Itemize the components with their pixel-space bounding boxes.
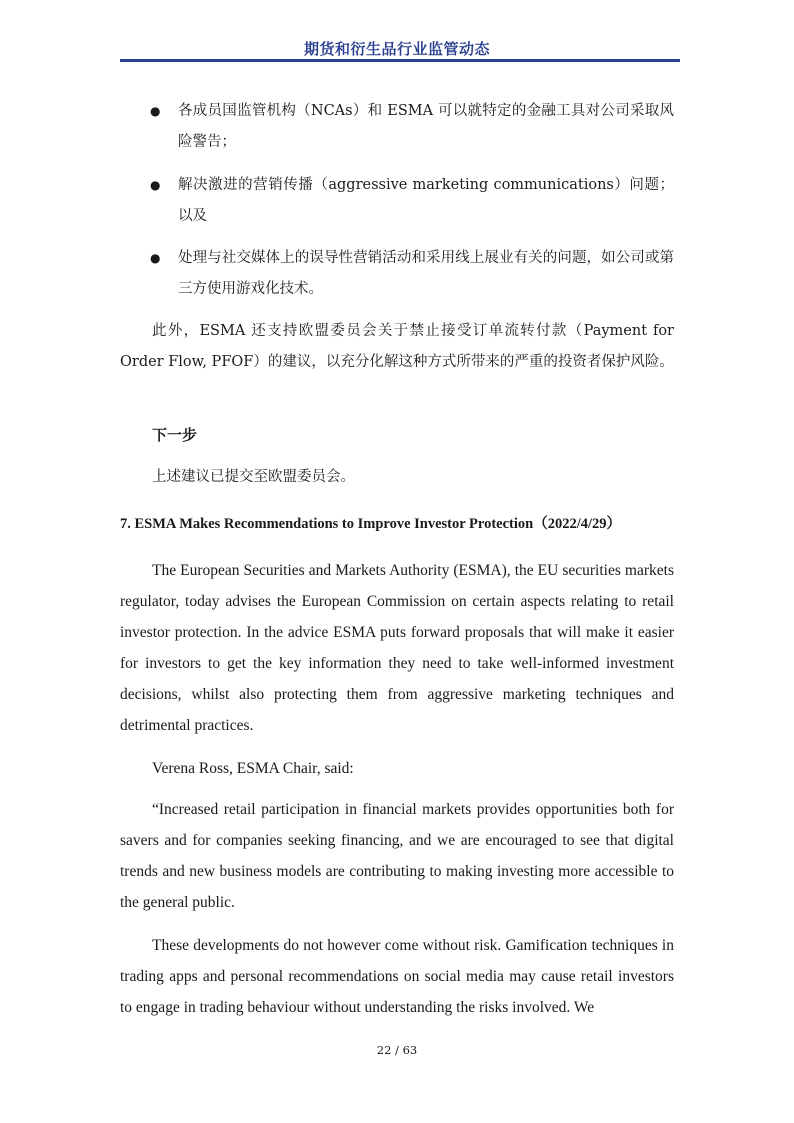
bullet-item [150, 243, 674, 305]
paragraph: The European Securities and Markets Authority (ESMA), the EU securities markets regulator, today advises the European Commission on certain aspects relating to retail investor protection. In the advice ESMA puts forward proposals that will make it easier for investors to get the key information they need to take well-informed investment decisions, whilst also protecting them from aggressive marketing techniques and detrimental practices. [120, 562, 674, 734]
next-step-text: 上述建议已提交至欧盟委员会。 [152, 469, 355, 485]
paragraph: “Increased retail participation in financial markets provides opportunities both for savers and for companies seeking financing, and we are encouraged to see that digital trends and new business models are contributing to making investing more accessible to the general public. [120, 801, 674, 911]
bullet-dot-icon: ● [150, 251, 161, 265]
bullet-item [150, 170, 674, 232]
bullet-text: 处理与社交媒体上的误导性营销活动和采用线上展业有关的问题，如公司或第三方使用游戏化技术。 [178, 250, 674, 297]
paragraph: Verena Ross, ESMA Chair, said: [152, 760, 354, 777]
page-header-title: 期货和衍生品行业监管动态 [303, 40, 490, 58]
bullet-dot-icon: ● [150, 178, 161, 192]
bullet-dot-icon: ● [150, 104, 161, 118]
section-title: 7. ESMA Makes Recommendations to Improve Investor Protection（2022/4/29） [120, 516, 622, 532]
page-number: 22 / 63 [376, 1043, 418, 1057]
paragraph: These developments do not however come without risk. Gamification techniques in trading apps and personal recommendations on social media may cause retail investors to engage in trading behaviour without understanding the risks involved. We [120, 937, 674, 1016]
header-rule [120, 59, 680, 62]
next-step-heading: 下一步 [152, 426, 198, 444]
paragraph-pfof: 此外，ESMA 还支持欧盟委员会关于禁止接受订单流转付款（Payment for Order Flow, PFOF）的建议，以充分化解这种方式所带来的严重的投资者保护风险。 [120, 323, 674, 370]
bullet-item [150, 96, 674, 158]
bullet-text: 解决激进的营销传播（aggressive marketing communications）问题；以及 [178, 177, 674, 224]
bullet-text: 各成员国监管机构（NCAs）和 ESMA 可以就特定的金融工具对公司采取风险警告； [178, 103, 674, 150]
